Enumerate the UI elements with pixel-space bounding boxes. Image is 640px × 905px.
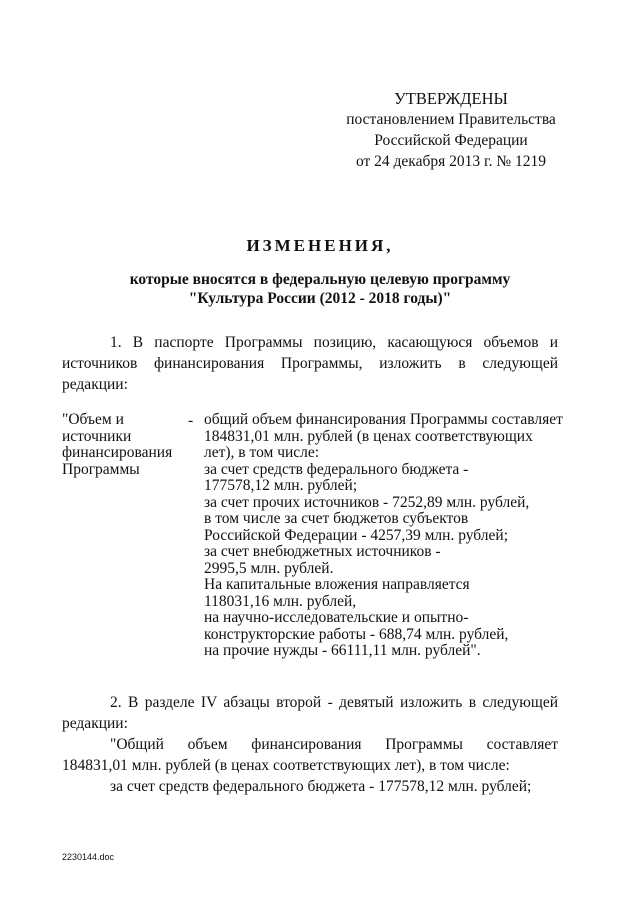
paragraph-line: 2. В разделе IV абзацы второй - девятый изложить в следующей xyxy=(110,694,558,711)
funding-detail-line: общий объем финансирования Программы составляет xyxy=(204,411,563,428)
paragraph-line: 1. В паспорте Программы позицию, касающуюся объемов и xyxy=(110,334,558,351)
paragraph-line: источников финансирования Программы, изложить в следующей xyxy=(62,355,558,372)
funding-detail-line: за счет прочих источников - 7252,89 млн. рублей, xyxy=(204,493,530,511)
funding-detail-line: в том числе за счет бюджетов субъектов xyxy=(204,510,469,527)
paragraph-line: редакции: xyxy=(62,715,128,732)
funding-label xyxy=(62,412,182,478)
file-name: 2230144.doc xyxy=(62,852,115,862)
approval-stamp xyxy=(345,88,557,172)
title-subline: которые вносятся в федеральную целевую программу xyxy=(129,271,511,288)
funding-dash: - xyxy=(188,412,194,429)
funding-label-line: "Объем и xyxy=(62,411,124,428)
funding-label-line: Программы xyxy=(62,460,140,478)
funding-label-line: финансирования xyxy=(62,444,173,461)
paragraph-2 xyxy=(62,692,558,797)
approval-line: постановлением Правительства xyxy=(346,111,556,128)
funding-detail-line: на прочие нужды - 66111,11 млн. рублей". xyxy=(204,642,481,659)
funding-detail-line: конструкторские работы - 688,74 млн. рублей, xyxy=(204,625,509,643)
funding-detail-line: лет), в том числе: xyxy=(204,444,320,461)
title-main: ИЗМЕНЕНИЯ, xyxy=(246,236,394,255)
funding-details xyxy=(204,412,564,660)
funding-detail-line: На капитальные вложения направляется xyxy=(204,576,470,593)
funding-detail-line: 118031,16 млн. рублей, xyxy=(204,592,357,610)
funding-detail-line: 177578,12 млн. рублей; xyxy=(204,477,358,494)
funding-detail-line: за счет средств федерального бюджета - xyxy=(204,460,469,478)
title-subline: "Культура России (2012 - 2018 годы)" xyxy=(188,290,452,307)
approval-line: от 24 декабря 2013 г. № 1219 xyxy=(355,153,547,170)
quote-line: за счет средств федерального бюджета - 177578,12 млн. рублей; xyxy=(110,778,532,795)
funding-label-line: источники xyxy=(62,427,132,445)
approval-line: Российской Федерации xyxy=(374,132,528,149)
document-title xyxy=(0,236,640,308)
quote-line: "Общий объем финансирования Программы составляет xyxy=(110,736,558,753)
quote-line: 184831,01 млн. рублей (в ценах соответствующих лет), в том числе: xyxy=(62,757,510,774)
funding-detail-line: 184831,01 млн. рублей (в ценах соответствующих xyxy=(204,427,533,445)
funding-detail-line: на научно-исследовательские и опытно- xyxy=(204,609,469,626)
funding-detail-line: Российской Федерации - 4257,39 млн. рублей; xyxy=(204,526,509,544)
paragraph-1 xyxy=(62,332,558,395)
approval-heading: УТВЕРЖДЕНЫ xyxy=(394,89,508,108)
funding-detail-line: 2995,5 млн. рублей. xyxy=(204,559,334,577)
funding-detail-line: за счет внебюджетных источников - xyxy=(204,543,441,560)
paragraph-line: редакции: xyxy=(62,376,128,393)
